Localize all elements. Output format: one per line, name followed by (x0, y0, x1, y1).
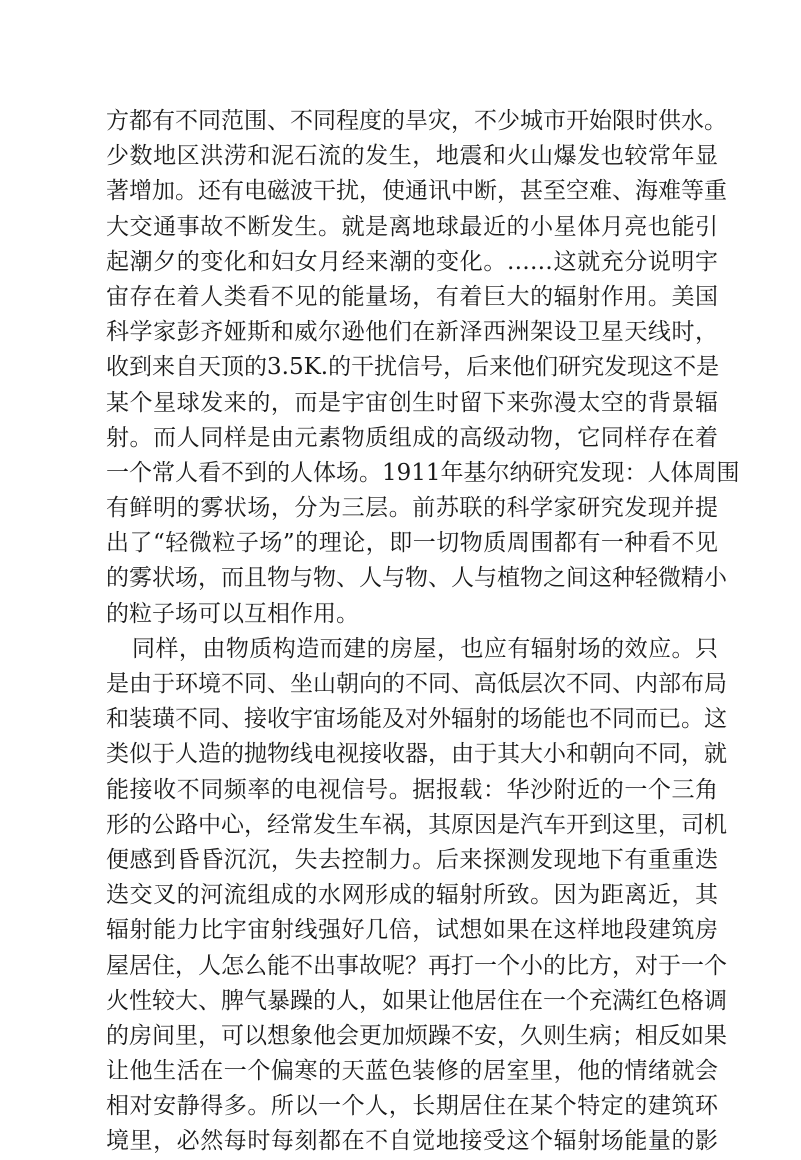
text-line: 火性较大、脾气暴躁的人，如果让他居住在一个充满红色格调 (106, 987, 727, 1014)
text-line: 收到来自天顶的3.5K.的干扰信号，后来他们研究发现这不是 (106, 354, 720, 381)
text-line: 出了“轻微粒子场”的理论，即一切物质周围都有一种看不见 (106, 530, 718, 557)
text-line: 相对安静得多。所以一个人，长期居住在某个特定的建筑环 (106, 1093, 718, 1120)
text-line: 某个星球发来的，而是宇宙创生时留下来弥漫太空的背景辐 (106, 389, 718, 416)
text-line: 和装璜不同、接收宇宙场能及对外辐射的场能也不同而已。这 (106, 706, 727, 733)
text-line: 同样，由物质构造而建的房屋，也应有辐射场的效应。只 (132, 635, 718, 662)
text-line: 方都有不同范围、不同程度的旱灾，不少城市开始限时供水。 (106, 108, 727, 134)
paragraph-1 (106, 104, 740, 632)
body-text (106, 104, 740, 1160)
text-line: 迭交叉的河流组成的水网形成的辐射所致。因为距离近，其 (106, 882, 718, 909)
paragraph-2 (106, 632, 727, 1160)
text-line: 是由于环境不同、坐山朝向的不同、高低层次不同、内部布局 (106, 671, 727, 697)
text-line: 屋居住，人怎么能不出事故呢？再打一个小的比方，对于一个 (106, 952, 727, 979)
text-line: 大交通事故不断发生。就是离地球最近的小星体月亮也能引 (106, 213, 718, 240)
text-line: 类似于人造的抛物线电视接收器，由于其大小和朝向不同，就 (106, 741, 727, 768)
text-line: 的雾状场，而且物与物、人与物、人与植物之间这种轻微精小 (106, 565, 727, 592)
text-line: 有鲜明的雾状场，分为三层。前苏联的科学家研究发现并提 (106, 495, 718, 522)
text-line: 能接收不同频率的电视信号。据报载：华沙附近的一个三角 (106, 776, 718, 803)
text-line: 便感到昏昏沉沉，失去控制力。后来探测发现地下有重重迭 (106, 846, 718, 873)
text-line: 宙存在着人类看不见的能量场，有着巨大的辐射作用。美国 (106, 283, 718, 310)
text-line: 起潮夕的变化和妇女月经来潮的变化。……这就充分说明宇 (106, 248, 718, 275)
text-line: 的房间里，可以想象他会更加烦躁不安，久则生病；相反如果 (106, 1022, 727, 1049)
text-line: 科学家彭齐娅斯和威尔逊他们在新泽西洲架设卫星天线时， (106, 319, 718, 346)
text-line: 辐射能力比宇宙射线强好几倍，试想如果在这样地段建筑房 (106, 917, 718, 944)
text-line: 让他生活在一个偏寒的天蓝色装修的居室里，他的情绪就会 (106, 1058, 718, 1085)
text-line: 一个常人看不到的人体场。1911年基尔纳研究发现：人体周围 (106, 459, 740, 486)
text-line: 少数地区洪涝和泥石流的发生，地震和火山爆发也较常年显 (106, 143, 718, 170)
text-line: 的粒子场可以互相作用。 (106, 600, 359, 627)
text-line: 射。而人同样是由元素物质组成的高级动物，它同样存在着 (106, 424, 718, 451)
text-line: 形的公路中心，经常发生车祸，其原因是汽车开到这里，司机 (106, 811, 727, 838)
text-line: 境里，必然每时每刻都在不自觉地接受这个辐射场能量的影 (106, 1128, 718, 1155)
text-line: 著增加。还有电磁波干扰，使通讯中断，甚至空难、海难等重 (106, 178, 727, 205)
